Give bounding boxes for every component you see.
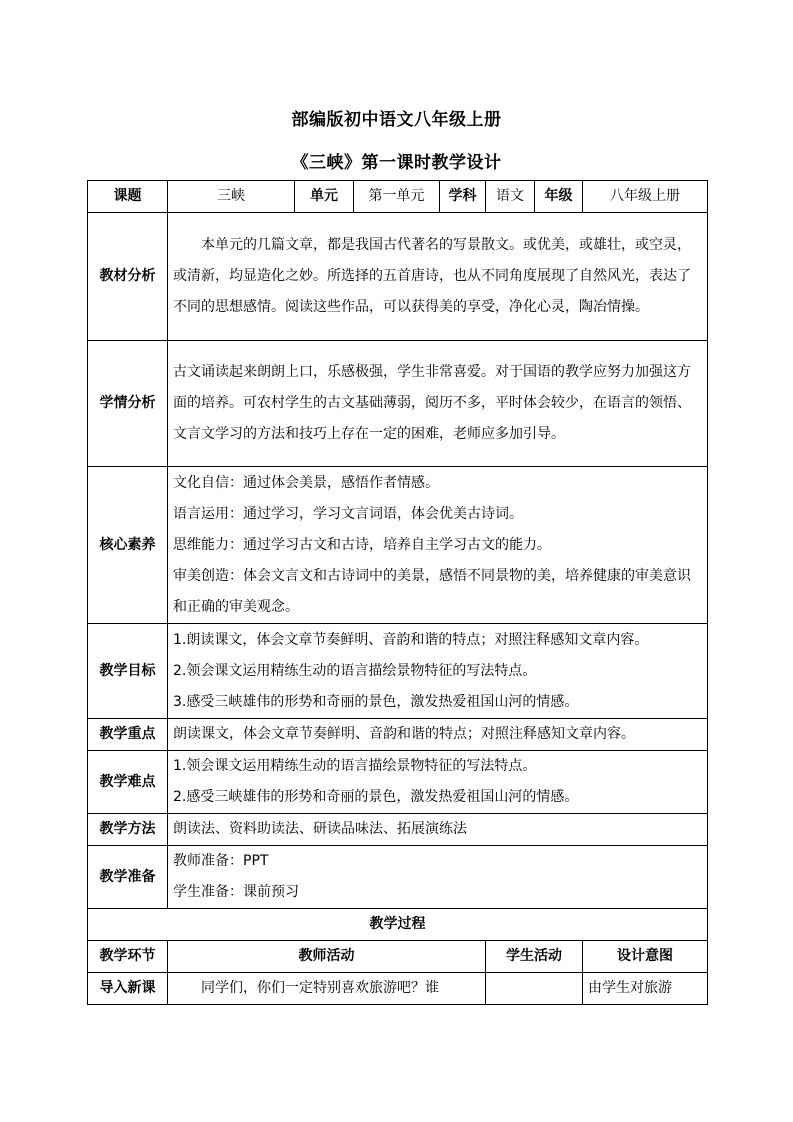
- preparation-label: 教学准备: [88, 846, 168, 909]
- topic-value: 三峡: [168, 181, 295, 213]
- process-student-activity: [486, 973, 583, 1005]
- core-literacy-cell: [168, 467, 708, 624]
- grade-value: 八年级上册: [583, 181, 708, 213]
- key-points-text: 朗读课文，体会文章节奏鲜明、音韵和谐的特点；对照注释感知文章内容。: [168, 719, 708, 751]
- key-points-row: [88, 719, 708, 751]
- document-subtitle: 《三峡》第一课时教学设计: [291, 153, 502, 173]
- student-analysis-row: [88, 341, 708, 467]
- preparation-row: [88, 846, 708, 909]
- difficulties-cell: [168, 751, 708, 814]
- preparation-item: 学生准备：课前预习: [173, 884, 299, 900]
- process-heading: 教学过程: [88, 909, 708, 941]
- core-literacy-item: 审美创造：体会文言文和古诗词中的美景，感悟不同景物的美，培养健康的审美意识和正确的审美观念。: [173, 567, 691, 615]
- teaching-goals-cell: [168, 624, 708, 719]
- difficulty-item: 2.感受三峡雄伟的形势和奇丽的景色，激发热爱祖国山河的情感。: [173, 789, 579, 805]
- col-student-header: 学生活动: [486, 941, 583, 973]
- core-literacy-label: 核心素养: [88, 467, 168, 624]
- methods-row: [88, 814, 708, 846]
- unit-value: 第一单元: [354, 181, 440, 213]
- teaching-goal-item: 1.朗读课文，体会文章节奏鲜明、音韵和谐的特点；对照注释感知文章内容。: [173, 631, 649, 648]
- student-analysis-cell: [168, 341, 708, 467]
- material-analysis-cell: [168, 213, 708, 341]
- process-heading-row: [88, 909, 708, 941]
- preparation-item: 教师准备：PPT: [173, 853, 269, 869]
- core-literacy-item: 文化自信：通过体会美景，感悟作者情感。: [173, 474, 439, 491]
- teaching-goals-label: 教学目标: [88, 624, 168, 719]
- material-analysis-text: 本单元的几篇文章，都是我国古代著名的写景散文。或优美，或雄壮，或空灵，或清新，均显造化之妙。所选择的五首唐诗，也从不同角度展现了自然风光，表达了不同的思想感情。阅读这些作品，可以获得美的享受，净化心灵，陶冶情操。: [173, 237, 691, 315]
- teaching-goals-row: [88, 624, 708, 719]
- preparation-cell: [168, 846, 708, 909]
- col-teacher-header: 教师活动: [168, 941, 486, 973]
- key-points-label: 教学重点: [88, 719, 168, 751]
- methods-label: 教学方法: [88, 814, 168, 846]
- process-design-intent: 由学生对旅游: [583, 973, 708, 1005]
- core-literacy-item: 思维能力：通过学习古文和古诗，培养自主学习古文的能力。: [173, 536, 551, 553]
- difficulties-label: 教学难点: [88, 751, 168, 814]
- difficulty-item: 1.领会课文运用精练生动的语言描绘景物特征的写法特点。: [173, 758, 537, 774]
- subject-value: 语文: [486, 181, 535, 213]
- topic-label: 课题: [88, 181, 168, 213]
- document-title: 部编版初中语文八年级上册: [291, 110, 502, 130]
- grade-label: 年级: [535, 181, 583, 213]
- student-analysis-text: 古文诵读起来朗朗上口，乐感极强，学生非常喜爱。对于国语的教学应努力加强这方面的培养。可农村学生的古文基础薄弱，阅历不多，平时体会较少，在语言的领悟、文言文学习的方法和技巧上存在一定的困难，老师应多加引导。: [173, 364, 691, 442]
- col-intent-header: 设计意图: [583, 941, 708, 973]
- difficulties-row: [88, 751, 708, 814]
- material-analysis-label: 教材分析: [88, 213, 168, 341]
- student-analysis-label: 学情分析: [88, 341, 168, 467]
- header-row: [88, 181, 708, 213]
- process-teacher-activity: 同学们，你们一定特别喜欢旅游吧？谁: [168, 973, 486, 1005]
- process-row: [88, 973, 708, 1005]
- subject-label: 学科: [440, 181, 486, 213]
- col-stage-header: 教学环节: [88, 941, 168, 973]
- process-header-row: [88, 941, 708, 973]
- core-literacy-row: [88, 467, 708, 624]
- teaching-goal-item: 2.领会课文运用精练生动的语言描绘景物特征的写法特点。: [173, 662, 537, 679]
- methods-text: 朗读法、资料助读法、研读品味法、拓展演练法: [168, 814, 708, 846]
- process-stage: 导入新课: [88, 973, 168, 1005]
- unit-label: 单元: [295, 181, 354, 213]
- lesson-plan-table: [87, 180, 708, 1005]
- core-literacy-item: 语言运用：通过学习，学习文言词语，体会优美古诗词。: [173, 505, 523, 522]
- teaching-goal-item: 3.感受三峡雄伟的形势和奇丽的景色，激发热爱祖国山河的情感。: [173, 693, 579, 710]
- material-analysis-row: [88, 213, 708, 341]
